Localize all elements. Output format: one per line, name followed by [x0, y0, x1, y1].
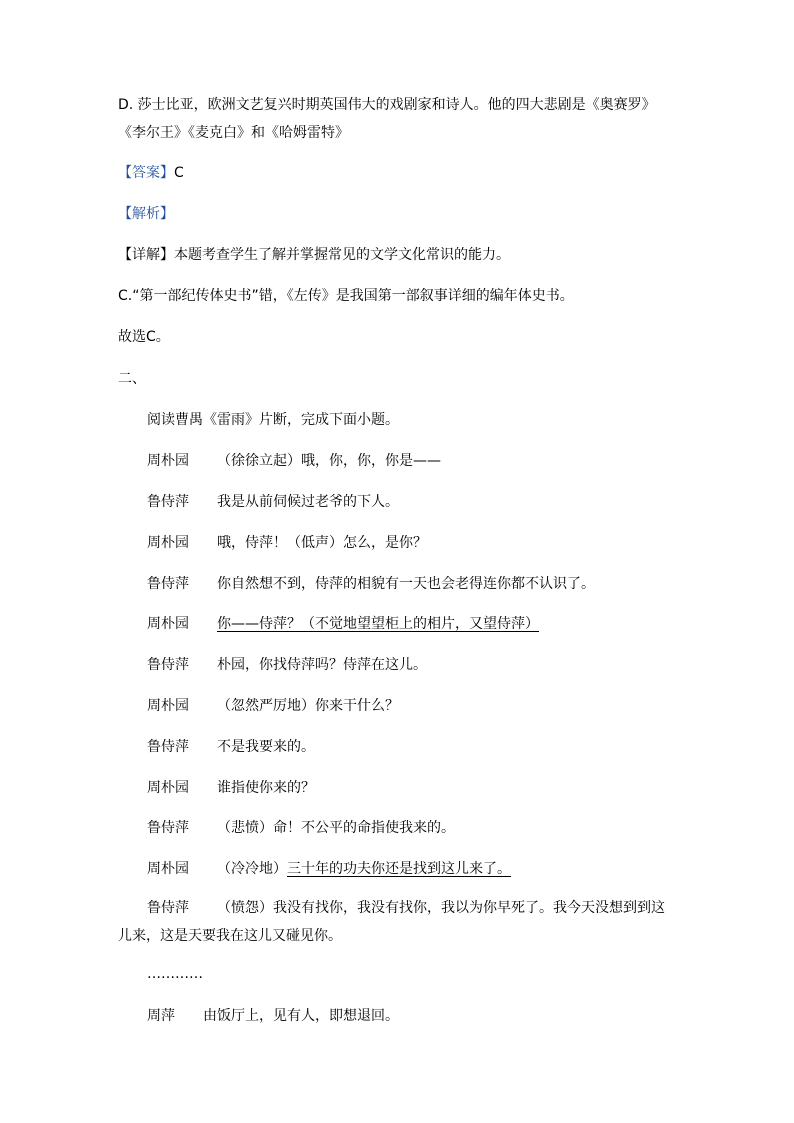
- answer-line: [118, 163, 184, 183]
- section-number: 二、: [118, 371, 146, 387]
- dialogue-text: （冷冷地）: [217, 861, 287, 877]
- speaker: 周朴园: [147, 698, 189, 714]
- dialogue-line: [147, 451, 441, 471]
- speaker: 鲁侍萍: [147, 576, 189, 592]
- ellipsis: …………: [147, 966, 203, 982]
- last-stage-line: [147, 1006, 399, 1026]
- long-speech-line1: [147, 898, 665, 918]
- analysis-label: 【解析】: [118, 206, 174, 222]
- dialogue-text: （徐徐立起）哦，你，你，你是——: [217, 453, 441, 469]
- speaker: 周萍: [147, 1008, 175, 1024]
- long-speech-text: （愤怨）我没有找你，我没有找你，我以为你早死了。我今天没想到到这: [217, 900, 665, 916]
- stage-direction: 由饭厅上，见有人，即想退回。: [203, 1008, 399, 1024]
- underlined-text: 三十年的功夫你还是找到这儿来了。: [287, 861, 511, 877]
- dialogue-text: 朴园，你找侍萍吗？侍萍在这儿。: [217, 657, 427, 673]
- conclusion-line: 故选C。: [118, 329, 170, 345]
- speaker: 鲁侍萍: [147, 494, 189, 510]
- detail-label: 【详解】: [118, 247, 174, 263]
- speaker: 鲁侍萍: [147, 739, 189, 755]
- detail-text: 本题考查学生了解并掌握常见的文学文化常识的能力。: [174, 247, 510, 263]
- dialogue-text: 你自然想不到，侍萍的相貌有一天也会老得连你都不认识了。: [217, 576, 595, 592]
- option-d-line2: 《李尔王》《麦克白》和《哈姆雷特》: [118, 125, 349, 141]
- dialogue-line: [147, 737, 315, 757]
- dialogue-text: 谁指使你来的？: [217, 780, 315, 796]
- speaker: 鲁侍萍: [147, 820, 189, 836]
- long-speech-line2: 儿来，这是天要我在这儿又碰见你。: [118, 928, 342, 944]
- dialogue-line: [147, 614, 539, 634]
- speaker: 周朴园: [147, 861, 189, 877]
- speaker: 鲁侍萍: [147, 900, 189, 916]
- dialogue-line: [147, 492, 399, 512]
- dialogue-text: 我是从前伺候过老爷的下人。: [217, 494, 399, 510]
- dialogue-line: [147, 574, 595, 594]
- speaker: 周朴园: [147, 616, 189, 632]
- dialogue-line: [147, 859, 511, 879]
- underlined-text: 你——侍萍？（不觉地望望柜上的相片，又望侍萍）: [217, 616, 539, 632]
- dialogue-line: [147, 655, 427, 675]
- answer-label: 【答案】: [118, 165, 174, 181]
- speaker: 周朴园: [147, 780, 189, 796]
- speaker: 周朴园: [147, 535, 189, 551]
- dialogue-line: [147, 818, 455, 838]
- dialogue-text: （悲愤）命！不公平的命指使我来的。: [217, 820, 455, 836]
- dialogue-line: [147, 533, 427, 553]
- speaker: 周朴园: [147, 453, 189, 469]
- dialogue-line: [147, 696, 399, 716]
- dialogue-text: 不是我要来的。: [217, 739, 315, 755]
- dialogue-text: （忽然严厉地）你来干什么？: [217, 698, 399, 714]
- option-d-line1: D. 莎士比亚，欧洲文艺复兴时期英国伟大的戏剧家和诗人。他的四大悲剧是《奥赛罗》: [118, 97, 656, 113]
- dialogue-text: 哦，侍萍！（低声）怎么，是你？: [217, 535, 427, 551]
- explanation-line: C.“第一部纪传体史书”错，《左传》是我国第一部叙事详细的编年体史书。: [118, 288, 574, 304]
- answer-value: C: [174, 165, 184, 181]
- detail-line: [118, 245, 510, 265]
- dialogue-line: [147, 778, 315, 798]
- reading-prompt: 阅读曹禺《雷雨》片断，完成下面小题。: [147, 412, 399, 428]
- speaker: 鲁侍萍: [147, 657, 189, 673]
